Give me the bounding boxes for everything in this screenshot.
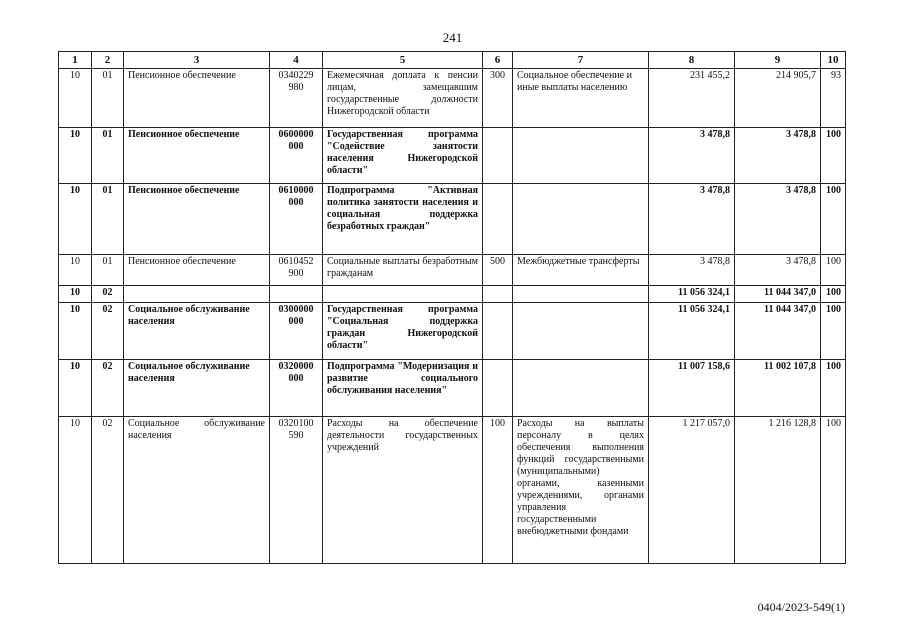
subsection-name-cell: Пенсионное обеспечение bbox=[124, 255, 270, 286]
section-cell: 10 bbox=[59, 417, 92, 564]
target-article-cell: 0600000 000 bbox=[270, 128, 323, 184]
expense-type-name-cell: Межбюджетные трансферты bbox=[513, 255, 649, 286]
subsection-name-cell: Пенсионное обеспечение bbox=[124, 69, 270, 128]
document-reference: 0404/2023-549(1) bbox=[757, 600, 845, 614]
expense-type-name-cell bbox=[513, 360, 649, 417]
actual-amount-cell: 11 002 107,8 bbox=[735, 360, 821, 417]
table-row bbox=[59, 128, 846, 184]
expense-type-cell bbox=[483, 286, 513, 303]
expense-type-cell bbox=[483, 360, 513, 417]
actual-amount-cell: 214 905,7 bbox=[735, 69, 821, 128]
article-name-cell: Государственная программа "Социальная поддержка граждан Нижегородской области" bbox=[323, 303, 483, 360]
subsection-name-cell: Пенсионное обеспечение bbox=[124, 128, 270, 184]
header-cell: 1 bbox=[59, 52, 92, 69]
target-article-cell: 0610452 900 bbox=[270, 255, 323, 286]
planned-amount-cell: 11 056 324,1 bbox=[649, 286, 735, 303]
article-name-cell: Расходы на обеспечение деятельности государственных учреждений bbox=[323, 417, 483, 564]
budget-table bbox=[58, 51, 846, 564]
subsection-cell: 01 bbox=[92, 128, 124, 184]
percent-cell: 100 bbox=[821, 286, 846, 303]
percent-cell: 93 bbox=[821, 69, 846, 128]
planned-amount-cell: 11 007 158,6 bbox=[649, 360, 735, 417]
expense-type-cell bbox=[483, 128, 513, 184]
article-name-cell: Ежемесячная доплата к пенсии лицам, замещавшим государственные должности Нижегородской области bbox=[323, 69, 483, 128]
percent-cell: 100 bbox=[821, 255, 846, 286]
actual-amount-cell: 11 044 347,0 bbox=[735, 303, 821, 360]
page-number: 241 bbox=[442, 30, 463, 45]
expense-type-name-cell bbox=[513, 303, 649, 360]
expense-type-cell: 100 bbox=[483, 417, 513, 564]
subsection-cell: 02 bbox=[92, 417, 124, 564]
percent-cell: 100 bbox=[821, 303, 846, 360]
subsection-cell: 02 bbox=[92, 286, 124, 303]
planned-amount-cell: 3 478,8 bbox=[649, 128, 735, 184]
table-row bbox=[59, 69, 846, 128]
section-cell: 10 bbox=[59, 360, 92, 417]
percent-cell: 100 bbox=[821, 184, 846, 255]
article-name-cell: Государственная программа "Содействие занятости населения Нижегородской области" bbox=[323, 128, 483, 184]
expense-type-name-cell: Расходы на выплаты персоналу в целях обеспечения выполнения функций государственными (муниципальными) органами, казенными учреждениями, органами управления государственными внебюджетными фондами bbox=[513, 417, 649, 564]
header-cell: 5 bbox=[323, 52, 483, 69]
expense-type-cell: 500 bbox=[483, 255, 513, 286]
expense-type-name-cell: Социальное обеспечение и иные выплаты населению bbox=[513, 69, 649, 128]
article-name-cell bbox=[323, 286, 483, 303]
section-cell: 10 bbox=[59, 255, 92, 286]
header-row bbox=[59, 52, 846, 69]
subsection-name-cell: Социальное обслуживание населения bbox=[124, 417, 270, 564]
section-cell: 10 bbox=[59, 69, 92, 128]
expense-type-cell bbox=[483, 184, 513, 255]
subsection-name-cell: Социальное обслуживание населения bbox=[124, 360, 270, 417]
target-article-cell: 0320100 590 bbox=[270, 417, 323, 564]
subsection-cell: 02 bbox=[92, 360, 124, 417]
planned-amount-cell: 11 056 324,1 bbox=[649, 303, 735, 360]
target-article-cell: 0610000 000 bbox=[270, 184, 323, 255]
subsection-cell: 02 bbox=[92, 303, 124, 360]
planned-amount-cell: 3 478,8 bbox=[649, 255, 735, 286]
article-name-cell: Подпрограмма "Модернизация и развитие социального обслуживания населения" bbox=[323, 360, 483, 417]
section-cell: 10 bbox=[59, 286, 92, 303]
subsection-cell: 01 bbox=[92, 255, 124, 286]
header-cell: 3 bbox=[124, 52, 270, 69]
expense-type-name-cell bbox=[513, 128, 649, 184]
expense-type-name-cell bbox=[513, 286, 649, 303]
actual-amount-cell: 1 216 128,8 bbox=[735, 417, 821, 564]
expense-type-name-cell bbox=[513, 184, 649, 255]
actual-amount-cell: 3 478,8 bbox=[735, 184, 821, 255]
target-article-cell bbox=[270, 286, 323, 303]
actual-amount-cell: 3 478,8 bbox=[735, 255, 821, 286]
actual-amount-cell: 3 478,8 bbox=[735, 128, 821, 184]
header-cell: 7 bbox=[513, 52, 649, 69]
header-cell: 4 bbox=[270, 52, 323, 69]
target-article-cell: 0340229 980 bbox=[270, 69, 323, 128]
table-row bbox=[59, 286, 846, 303]
header-cell: 10 bbox=[821, 52, 846, 69]
planned-amount-cell: 1 217 057,0 bbox=[649, 417, 735, 564]
subsection-cell: 01 bbox=[92, 69, 124, 128]
header-cell: 6 bbox=[483, 52, 513, 69]
actual-amount-cell: 11 044 347,0 bbox=[735, 286, 821, 303]
section-cell: 10 bbox=[59, 303, 92, 360]
table-row bbox=[59, 360, 846, 417]
expense-type-cell: 300 bbox=[483, 69, 513, 128]
header-cell: 9 bbox=[735, 52, 821, 69]
subsection-name-cell: Пенсионное обеспечение bbox=[124, 184, 270, 255]
target-article-cell: 0320000 000 bbox=[270, 360, 323, 417]
subsection-name-cell bbox=[124, 286, 270, 303]
percent-cell: 100 bbox=[821, 417, 846, 564]
table-row bbox=[59, 417, 846, 564]
target-article-cell: 0300000 000 bbox=[270, 303, 323, 360]
table-row bbox=[59, 303, 846, 360]
section-cell: 10 bbox=[59, 184, 92, 255]
subsection-name-cell: Социальное обслуживание населения bbox=[124, 303, 270, 360]
header-cell: 8 bbox=[649, 52, 735, 69]
section-cell: 10 bbox=[59, 128, 92, 184]
percent-cell: 100 bbox=[821, 128, 846, 184]
subsection-cell: 01 bbox=[92, 184, 124, 255]
table-row bbox=[59, 184, 846, 255]
table-row bbox=[59, 255, 846, 286]
expense-type-cell bbox=[483, 303, 513, 360]
percent-cell: 100 bbox=[821, 360, 846, 417]
planned-amount-cell: 3 478,8 bbox=[649, 184, 735, 255]
planned-amount-cell: 231 455,2 bbox=[649, 69, 735, 128]
article-name-cell: Подпрограмма "Активная политика занятости населения и социальная поддержка безработных граждан" bbox=[323, 184, 483, 255]
header-cell: 2 bbox=[92, 52, 124, 69]
article-name-cell: Социальные выплаты безработным гражданам bbox=[323, 255, 483, 286]
